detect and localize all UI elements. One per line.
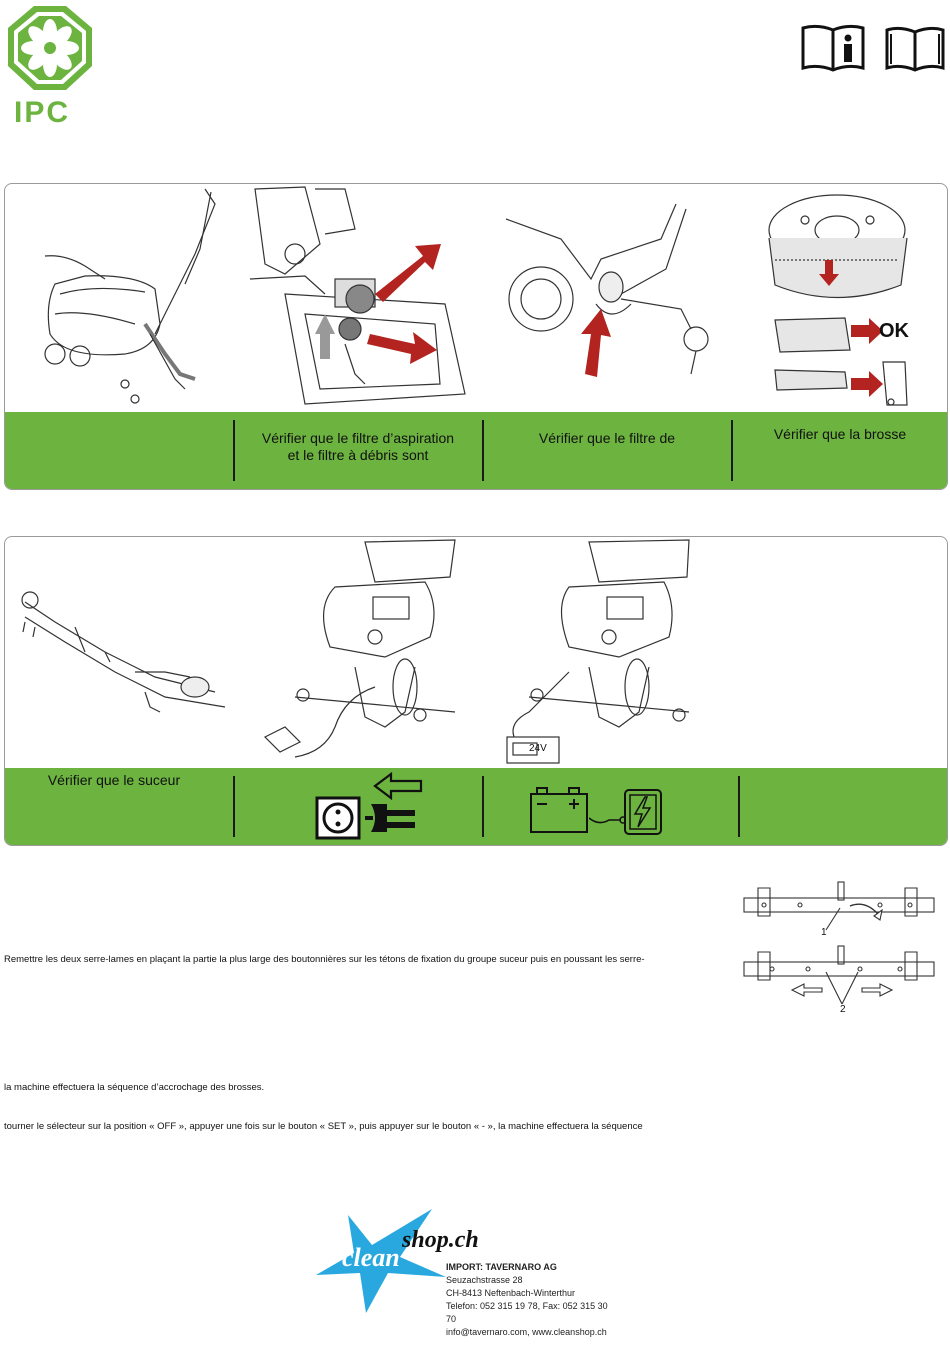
- caption-bar-1: [5, 412, 947, 489]
- callout-1: 1: [821, 927, 827, 938]
- caption-divider: [233, 420, 235, 481]
- caption-divider: [731, 420, 733, 481]
- brush-sequence-note: la machine effectuera la séquence d’accrochage des brosses.: [4, 1082, 265, 1093]
- caption-divider: [482, 776, 484, 837]
- squeegee-clamp-diagram: [740, 880, 940, 1015]
- brand-name: IPC: [14, 96, 71, 129]
- dealer-address: [446, 1261, 614, 1339]
- callout-2: 2: [840, 1004, 846, 1015]
- dealer-phone: Telefon: 052 315 19 78, Fax: 052 315 30 70: [446, 1301, 608, 1324]
- dealer-block: [314, 1205, 614, 1335]
- battery-icon: [529, 786, 591, 834]
- ipc-flower-icon: [4, 4, 96, 94]
- plug-icon: [365, 800, 417, 836]
- check-panel-1: [4, 183, 948, 490]
- dealer-street: Seuzachstrasse 28: [446, 1275, 523, 1285]
- caption-step-5: Vérifier que le suceur: [47, 772, 181, 788]
- arrow-left-icon: [373, 772, 425, 800]
- logo-word-shop: shop.ch: [402, 1227, 479, 1253]
- caption-divider: [482, 420, 484, 481]
- illustration-brush: [765, 190, 915, 410]
- ipc-logo: [2, 4, 98, 130]
- dealer-web: info@tavernaro.com, www.cleanshop.ch: [446, 1327, 607, 1337]
- dealer-importer: IMPORT: TAVERNARO AG: [446, 1262, 557, 1272]
- power-socket-icon: [315, 796, 361, 840]
- selector-instruction: tourner le sélecteur sur la position « OFF », appuyer une fois sur le bouton « SET », puis appuyer sur le bouton « - », la machine effectuera la séquence: [4, 1121, 643, 1132]
- caption-step-4: Vérifier que la brosse: [773, 426, 907, 442]
- caption-step-3: Vérifier que le filtre de: [538, 430, 676, 446]
- illustration-filters: [245, 184, 477, 409]
- squeegee-instruction: Remettre les deux serre-lames en plaçant la partie la plus large des boutonnières sur les tétons de fixation du groupe suceur puis en poussant les serre-: [4, 954, 645, 965]
- caption-bar-2: [5, 768, 947, 845]
- check-panel-2: [4, 536, 948, 846]
- open-book-icon: [884, 24, 946, 74]
- battery-voltage-label: 24V: [529, 743, 547, 754]
- logo-word-clean: clean: [342, 1243, 400, 1272]
- illustration-squeegee: [15, 582, 240, 722]
- illustration-machine-cable: [25, 184, 225, 409]
- caption-step-2: Vérifier que le filtre d’aspiration et le filtre à débris sont: [261, 430, 455, 463]
- illustration-charger-mains: [255, 537, 465, 769]
- dealer-city: CH-8413 Neftenbach-Winterthur: [446, 1288, 576, 1298]
- info-book-icon: [800, 24, 866, 74]
- caption-divider: [233, 776, 235, 837]
- caption-divider: [738, 776, 740, 837]
- brush-ok-label: OK: [879, 320, 909, 342]
- illustration-recovery-filter: [501, 199, 725, 404]
- illustration-charger-battery: [499, 537, 709, 769]
- charger-bolt-icon: [623, 788, 663, 836]
